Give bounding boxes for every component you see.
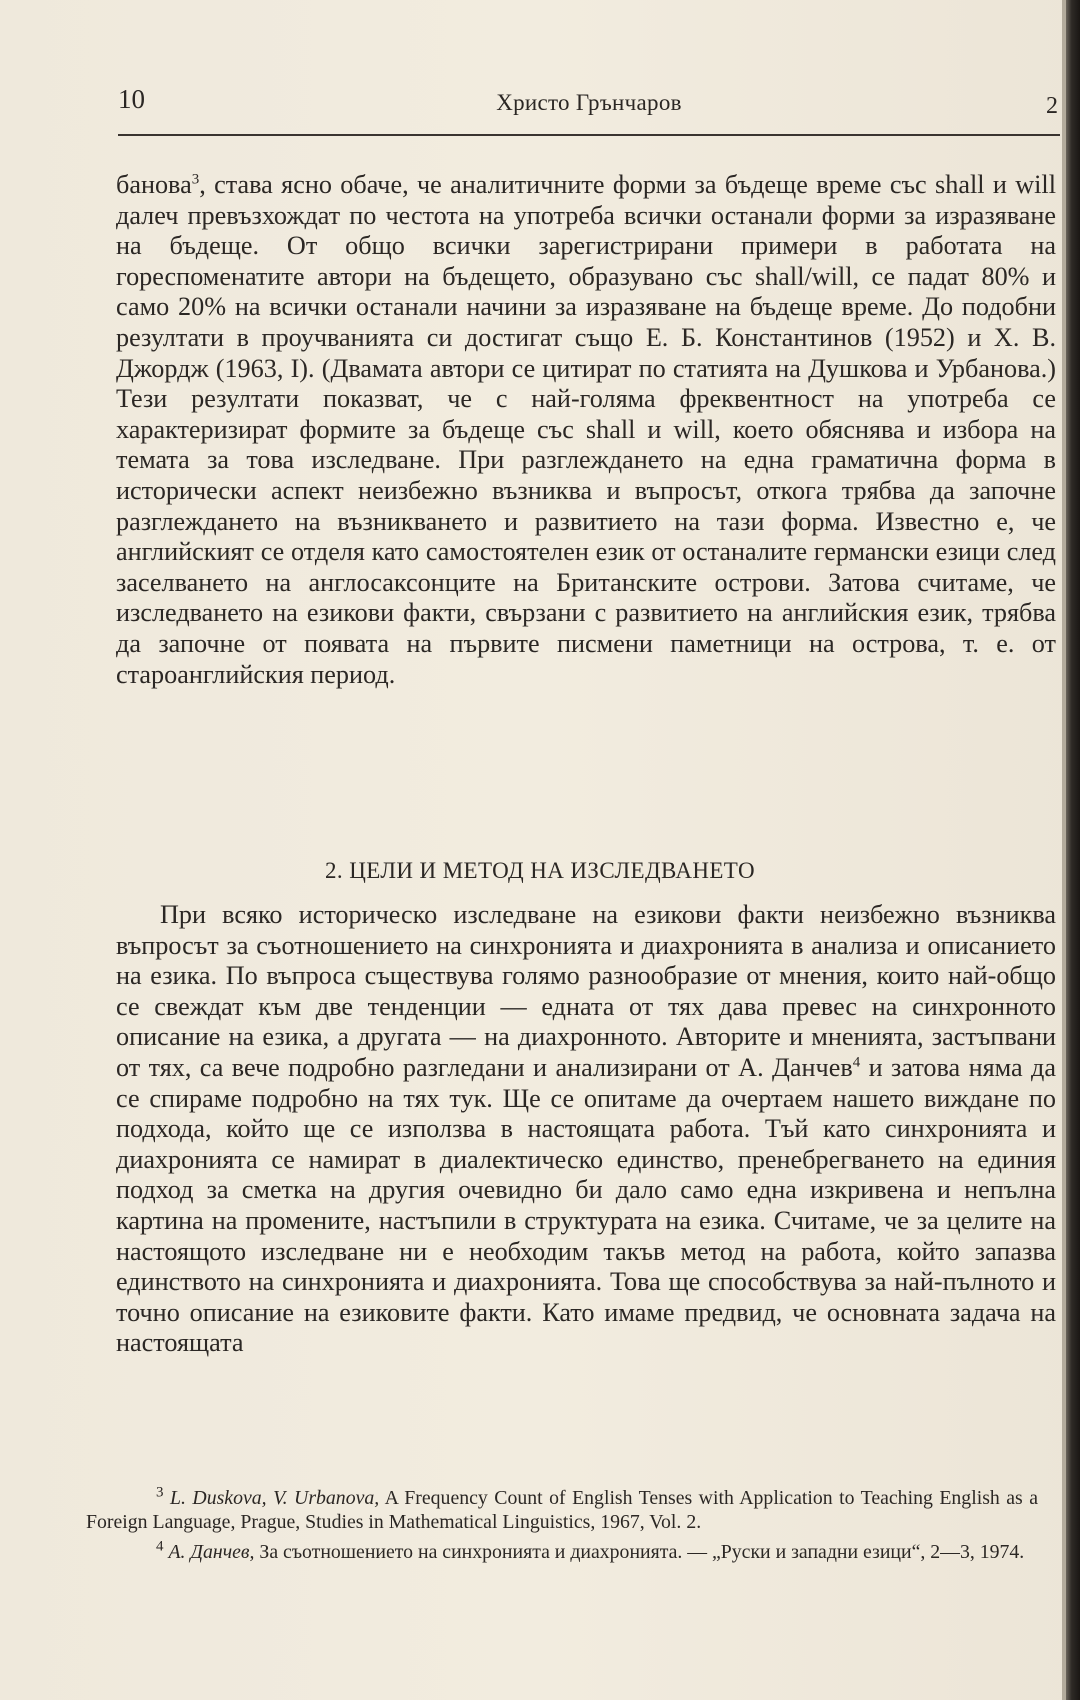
paragraph-text: и затова няма да се спираме подробно на тях тук. Ще се опитаме да очертаем нашето виждане по подхода, който ще се използва в настоящата работа. Тъй като синхронията и диахронията се намират в диалектическо единство, пренебрегването на единия подход за сметка на другия очевидно би дало само една изкривена и непълна картина на промените, настъпили в структурата на езика. Считаме, че за целите на настоящото изследване ни е необходим такъв метод на работа, който запазва единството на синхронията и диахронията. Това ще способствува за най-пълното и точно описание на езиковите факти. Като имаме предвид, че основната задача на настоящата bbox=[116, 1052, 1056, 1358]
section-heading: 2. ЦЕЛИ И МЕТОД НА ИЗСЛЕДВАНЕТО bbox=[325, 858, 755, 883]
footnote-text: За съотношението на синхронията и диахронията. — „Руски и западни езици“, 2—3, 1974. bbox=[254, 1541, 1025, 1563]
paragraph-text: банова bbox=[116, 170, 192, 199]
footnote-number: 4 bbox=[156, 1538, 164, 1555]
footnote-number: 3 bbox=[156, 1484, 164, 1501]
body-paragraph-1 bbox=[116, 170, 1056, 690]
footnotes bbox=[86, 1486, 1038, 1570]
paragraph-text: , става ясно обаче, че аналитичните форми за бъдеще време със shall и will далеч превъзхождат по честота на употреба всички останали форми за изразяване на бъдеще. От общо всички зарегистрирани примери в работата на гореспоменатите автори на бъдещето, образувано със shall/will, се падат 80% и само 20% на всички останали начини за изразяване на бъдеще време. До подобни резултати в проучванията си достигат също Е. Б. Константинов (1952) и Х. В. Джордж (1963, I). (Двамата автори се цитират по статията на Душкова и Урбанова.) Тези резултати показват, че с най-голяма фреквентност на употреба се характеризират формите за бъдеще със shall и will, което обяснява и избора на темата за това изследване. При разглеждането на една граматична форма в исторически аспект неизбежно възниква и въпросът, откога трябва да започне разглеждането на възникването и развитието на тази форма. Известно е, че английският се отделя като самостоятелен език от останалите германски езици след заселването на англосаксонците на Британските острови. Затова считаме, че изследването на езикови факти, свързани с развитието на английския език, трябва да започне от появата на първите писмени паметници на острова, т. е. от староанглийския период. bbox=[116, 170, 1056, 689]
page-number: 10 bbox=[118, 84, 145, 114]
footnote-3 bbox=[86, 1486, 1038, 1534]
footnote-ref-4: 4 bbox=[852, 1054, 861, 1071]
paragraph-text: При всяко историческо изследване на езикови факти неизбежно възниква въпросът за съотношението на синхронията и диахронията в анализа и описанието на езика. По въпроса съществува голямо разнообразие от мнения, които най-общо се свеждат към две тенденции — едната от тях дава превес на синхронното описание на езика, а другата — на диахронното. Авторите и мненията, застъпвани от тях, са вече подробно разгледани и анализирани от А. Данчев bbox=[116, 900, 1056, 1082]
footnote-ref-3: 3 bbox=[191, 171, 200, 188]
footnote-authors: L. Duskova, V. Urbanova, bbox=[170, 1487, 380, 1509]
footnote-4 bbox=[86, 1540, 1038, 1564]
footnote-text: A Frequency Count of English Tenses with Application to Teaching English as a Foreign Language, Prague, Studies in Mathematical Linguistics, 1967, Vol. 2. bbox=[86, 1487, 1039, 1533]
running-title: Христо Грънчаров bbox=[496, 90, 682, 115]
header-rule bbox=[118, 134, 1060, 136]
section-number: 2 bbox=[1046, 93, 1058, 119]
body-paragraph-2 bbox=[116, 900, 1056, 1359]
page-edge bbox=[1066, 0, 1080, 1700]
running-header bbox=[118, 84, 1060, 124]
footnote-authors: А. Данчев, bbox=[168, 1541, 255, 1563]
